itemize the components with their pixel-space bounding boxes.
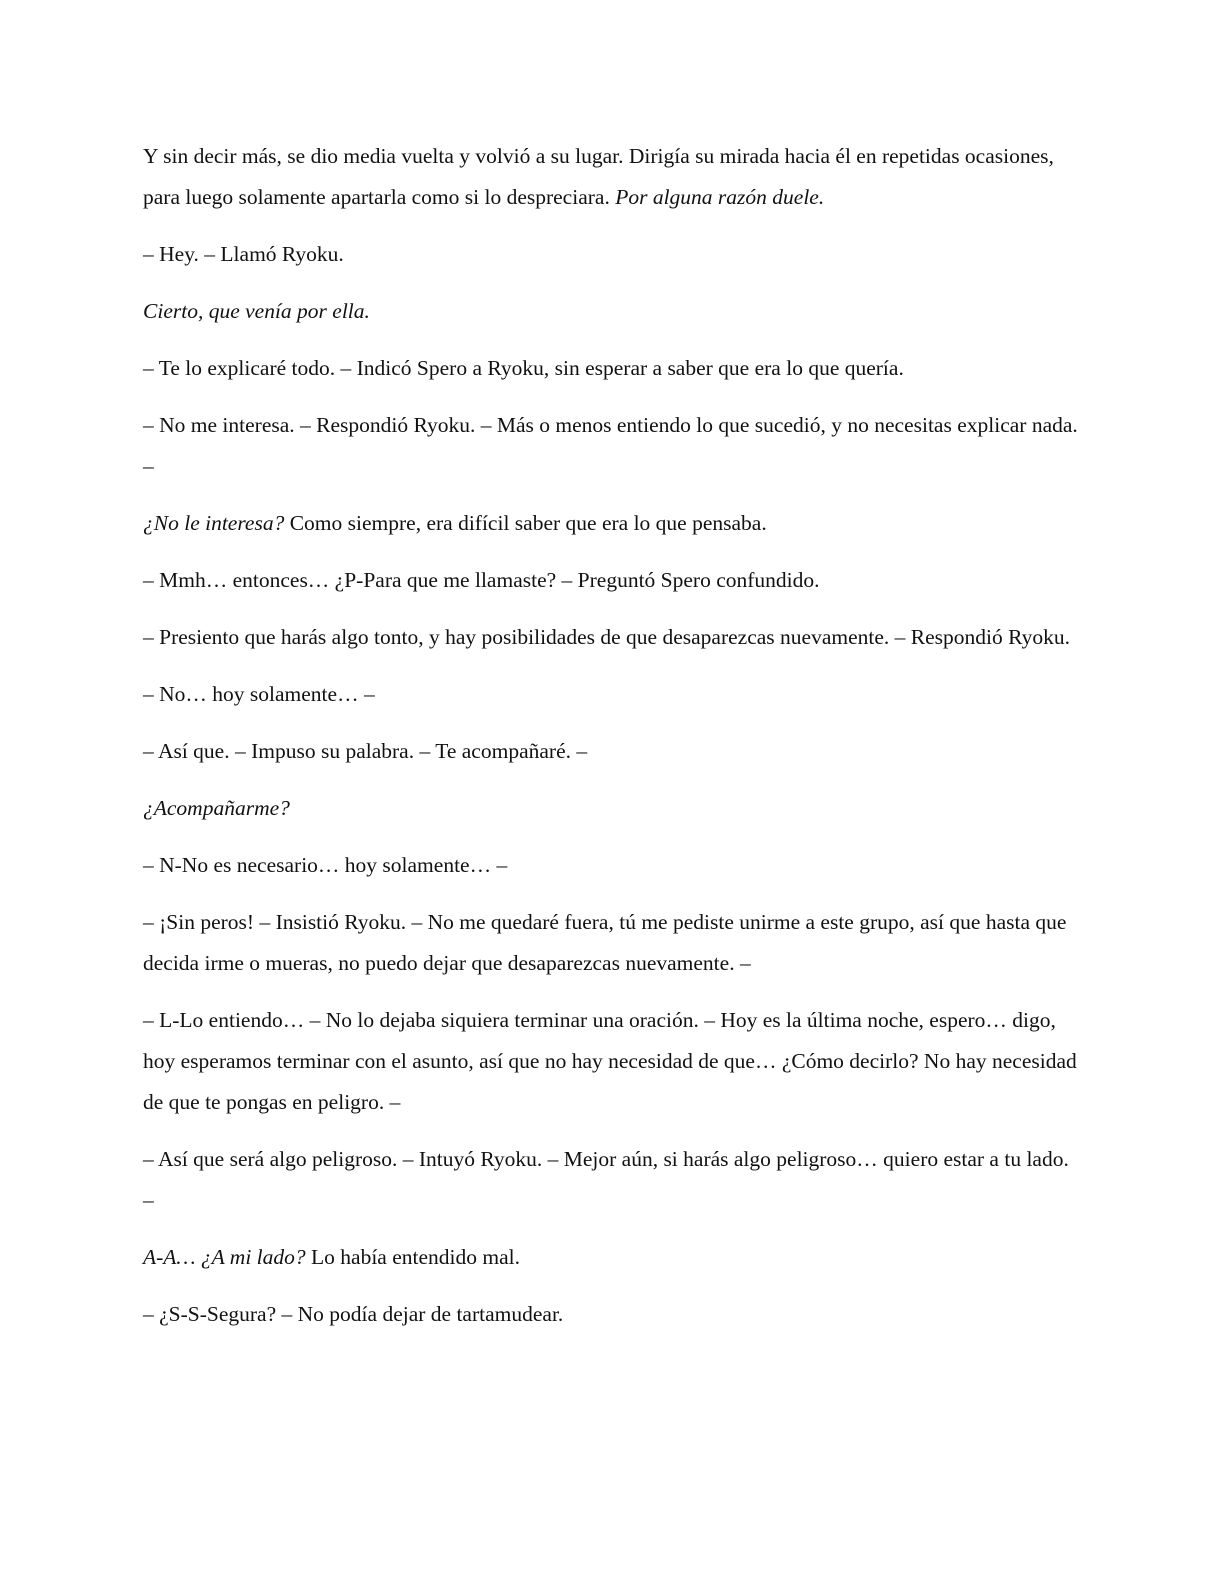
paragraph [143, 674, 1083, 715]
paragraph-text: – ¡Sin peros! – Insistió Ryoku. – No me quedaré fuera, tú me pediste unirme a este grupo, así que hasta que decida irme o mueras, no puedo dejar que desaparezcas nuevamente. – [143, 910, 1067, 975]
paragraph [143, 731, 1083, 772]
paragraph [143, 560, 1083, 601]
paragraph [143, 234, 1083, 275]
paragraph [143, 291, 1083, 332]
paragraph [143, 902, 1083, 984]
paragraph [143, 845, 1083, 886]
paragraph-text: – Presiento que harás algo tonto, y hay posibilidades de que desaparezcas nuevamente. – Respondió Ryoku. [143, 625, 1070, 649]
italic-text: ¿No le interesa? [143, 511, 285, 535]
italic-text: Por alguna razón duele. [615, 185, 825, 209]
paragraph [143, 617, 1083, 658]
paragraph [143, 1294, 1083, 1335]
paragraph-text: Y sin decir más, se dio media vuelta y volvió a su lugar. Dirigía su mirada hacia él en repetidas ocasiones, para luego solamente apartarla como si lo despreciara. [143, 144, 1054, 209]
paragraph-text: Como siempre, era difícil saber que era lo que pensaba. [284, 511, 767, 535]
paragraph-text: – L-Lo entiendo… – No lo dejaba siquiera terminar una oración. – Hoy es la última noche, espero… digo, hoy esperamos terminar con el asunto, así que no hay necesidad de que… ¿Cómo decirlo? No hay necesidad de que te pongas en peligro. – [143, 1008, 1077, 1114]
paragraph-text: Lo había entendido mal. [305, 1245, 520, 1269]
paragraph-text: – Hey. – Llamó Ryoku. [143, 242, 344, 266]
paragraph [143, 1237, 1083, 1278]
paragraph-text: – Mmh… entonces… ¿P-Para que me llamaste? – Preguntó Spero confundido. [143, 568, 820, 592]
paragraph [143, 348, 1083, 389]
paragraph-text: – No… hoy solamente… – [143, 682, 375, 706]
paragraph-text: – Así que será algo peligroso. – Intuyó Ryoku. – Mejor aún, si harás algo peligroso… quiero estar a tu lado. – [143, 1147, 1069, 1212]
paragraph [143, 405, 1083, 487]
paragraph-text: – N-No es necesario… hoy solamente… – [143, 853, 508, 877]
paragraph [143, 1139, 1083, 1221]
paragraph-text: – Así que. – Impuso su palabra. – Te acompañaré. – [143, 739, 588, 763]
paragraph [143, 503, 1083, 544]
italic-text: ¿Acompañarme? [143, 796, 290, 820]
paragraph [143, 788, 1083, 829]
paragraph [143, 1000, 1083, 1123]
paragraph-text: – ¿S-S-Segura? – No podía dejar de tartamudear. [143, 1302, 564, 1326]
italic-text: Cierto, que venía por ella. [143, 299, 370, 323]
italic-text: A-A… ¿A mi lado? [143, 1245, 306, 1269]
paragraph-text: – Te lo explicaré todo. – Indicó Spero a Ryoku, sin esperar a saber que era lo que quería. [143, 356, 904, 380]
paragraph [143, 136, 1083, 218]
document-body [143, 136, 1083, 1351]
paragraph-text: – No me interesa. – Respondió Ryoku. – Más o menos entiendo lo que sucedió, y no necesitas explicar nada. – [143, 413, 1078, 478]
